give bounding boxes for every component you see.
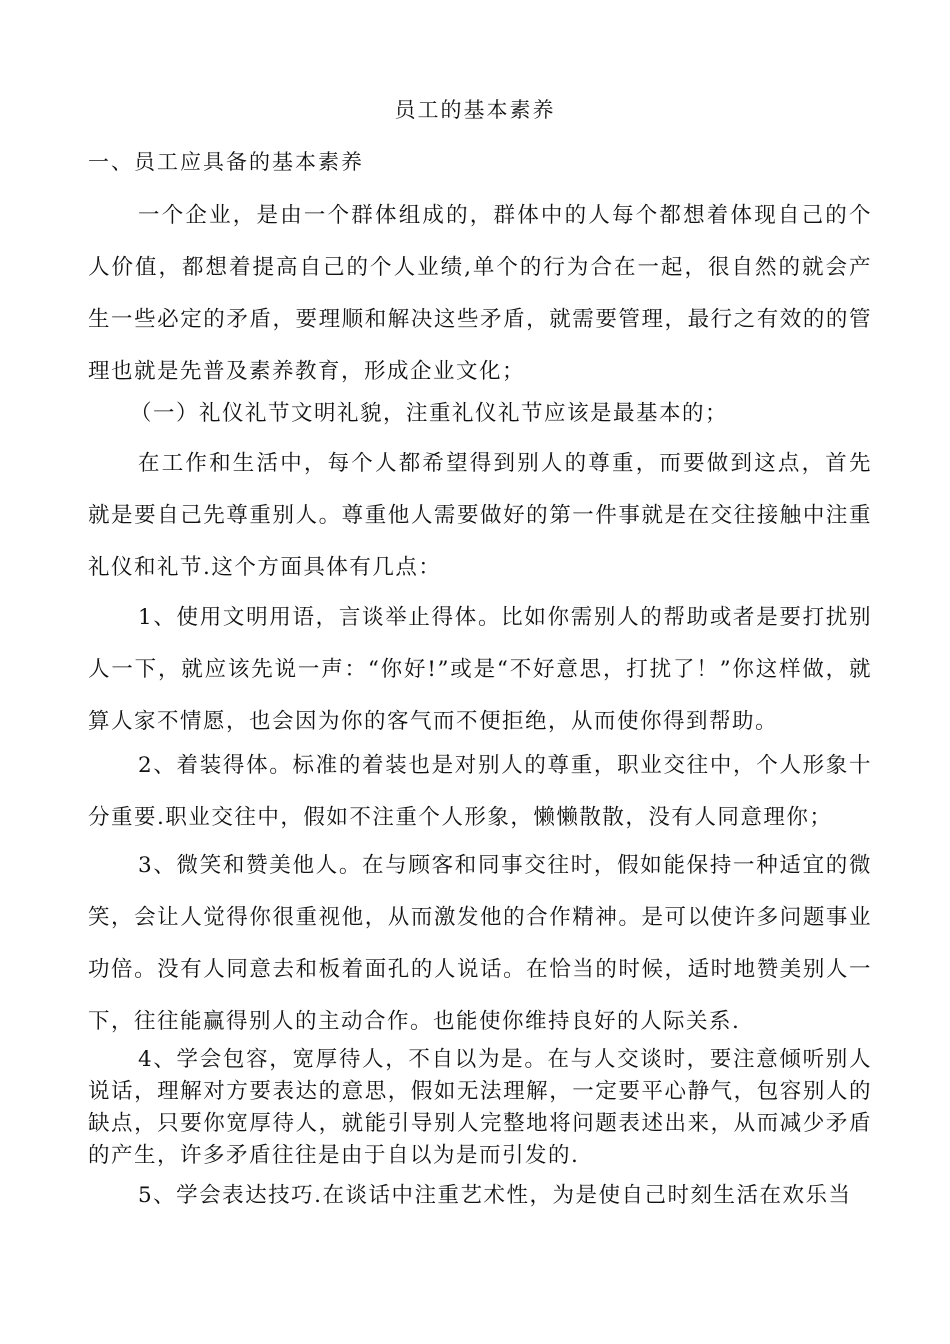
paragraph-point-3: 3、微笑和赞美他人。在与顾客和同事交往时，假如能保持一种适宜的微笑，会让人觉得你很重视他，从而激发他的合作精神。是可以使许多问题事业功倍。没有人同意去和板着面孔的人说话。在恰当的时候，适时地赞美别人一下，往往能赢得别人的主动合作。也能使你维持良好的人际关系. <box>88 853 872 1034</box>
paragraph-point-4: 4、学会包容，宽厚待人，不自以为是。在与人交谈时，要注意倾听别人说话，理解对方要表达的意思，假如无法理解，一定要平心静气，包容别人的缺点，只要你宽厚待人，就能引导别人完整地将问题表述出来，从而减少矛盾的产生，许多矛盾往往是由于自以为是而引发的. <box>88 1047 872 1168</box>
section-heading: 一、员工应具备的基本素养 <box>88 150 364 174</box>
paragraph-subheading: （一）礼仪礼节文明礼貌，注重礼仪礼节应该是最基本的； <box>130 401 729 426</box>
paragraph-respect: 在工作和生活中，每个人都希望得到别人的尊重，而要做到这点，首先就是要自己先尊重别人。尊重他人需要做好的第一件事就是在交往接触中注重礼仪和礼节.这个方面具体有几点： <box>88 451 872 580</box>
paragraph-point-1: 1、使用文明用语，言谈举止得体。比如你需别人的帮助或者是要打扰别人一下，就应该先说一声：“你好!”或是“不好意思，打扰了！”你这样做，就算人家不情愿，也会因为你的客气而不便拒绝，从而使你得到帮助。 <box>88 605 872 734</box>
document-title: 员工的基本素养 <box>394 98 556 122</box>
paragraph-point-5: 5、学会表达技巧.在谈话中注重艺术性，为是使自己时刻生活在欢乐当 <box>138 1183 852 1208</box>
paragraph-intro: 一个企业，是由一个群体组成的，群体中的人每个都想着体现自己的个人价值，都想着提高自己的个人业绩,单个的行为合在一起，很自然的就会产生一些必定的矛盾，要理顺和解决这些矛盾，就需要管理，最行之有效的的管理也就是先普及素养教育，形成企业文化； <box>88 203 872 384</box>
paragraph-point-2: 2、着装得体。标准的着装也是对别人的尊重，职业交往中，个人形象十分重要.职业交往中，假如不注重个人形象，懒懒散散，没有人同意理你； <box>88 753 872 830</box>
